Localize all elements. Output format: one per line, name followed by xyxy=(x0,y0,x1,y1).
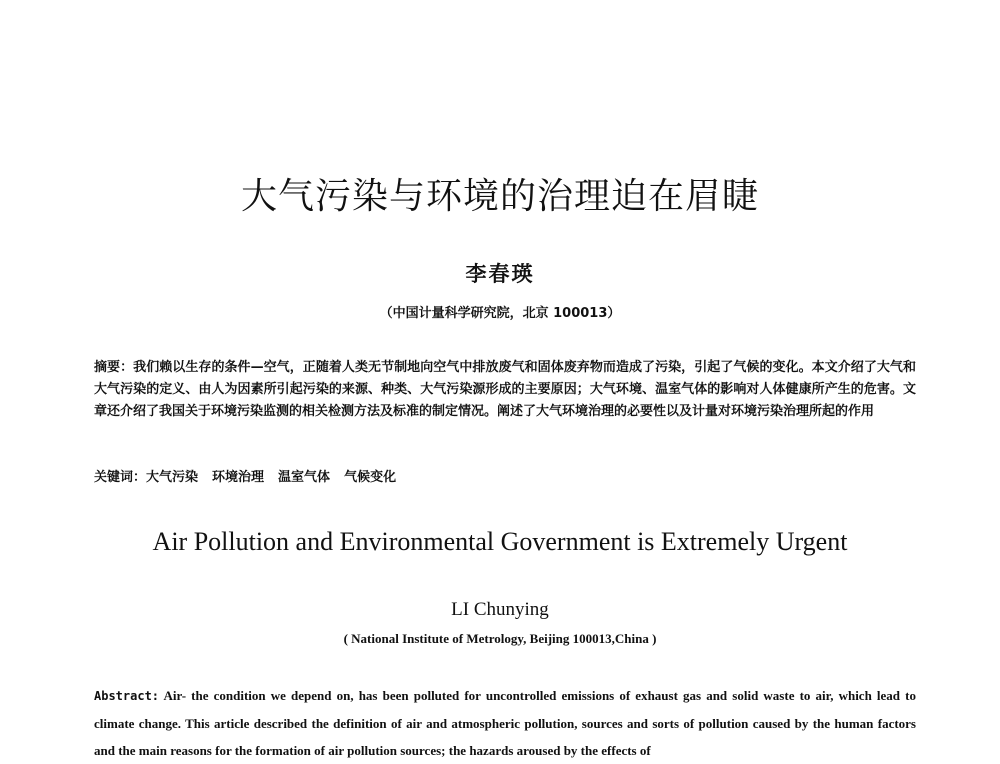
keyword: 温室气体 xyxy=(278,470,331,485)
chinese-abstract xyxy=(94,357,916,423)
chinese-affiliation: （中国计量科学研究院，北京 100013） xyxy=(379,306,621,321)
english-abstract-text: Air- the condition we depend on, has been polluted for uncontrolled emissions of exhaust gas and solid waste to air, which lead to climate change. This article described the definition of air and atmospheric pollution, sources and sorts of pollution caused by the human factors and the main reasons for the formation of air pollution sources; the hazards aroused by the effects of xyxy=(94,688,916,758)
keyword: 气候变化 xyxy=(344,470,397,485)
chinese-keywords xyxy=(94,467,916,489)
chinese-keywords-label: 关键词： xyxy=(94,470,147,485)
chinese-abstract-label: 摘要： xyxy=(94,360,134,375)
chinese-author: 李春瑛 xyxy=(465,261,535,286)
english-title: Air Pollution and Environmental Government is Extremely Urgent xyxy=(152,527,848,556)
english-abstract xyxy=(94,682,916,764)
english-affiliation: ( National Institute of Metrology, Beijing 100013,China ) xyxy=(343,631,657,646)
chinese-abstract-text: 我们赖以生存的条件—空气，正随着人类无节制地向空气中排放废气和固体废弃物而造成了污染，引起了气候的变化。本文介绍了大气和大气污染的定义、由人为因素所引起污染的来源、种类、大气污染源形成的主要原因；大气环境、温室气体的影响对人体健康所产生的危害。文章还介绍了我国关于环境污染监测的相关检测方法及标准的制定情况。阐述了大气环境治理的必要性以及计量对环境污染治理所起的作用 xyxy=(94,360,916,419)
keyword: 环境治理 xyxy=(212,470,265,485)
english-author: LI Chunying xyxy=(451,599,549,620)
chinese-title: 大气污染与环境的治理迫在眉睫 xyxy=(240,176,759,217)
english-abstract-label: Abstract: xyxy=(94,689,160,703)
keyword: 大气污染 xyxy=(146,470,199,485)
